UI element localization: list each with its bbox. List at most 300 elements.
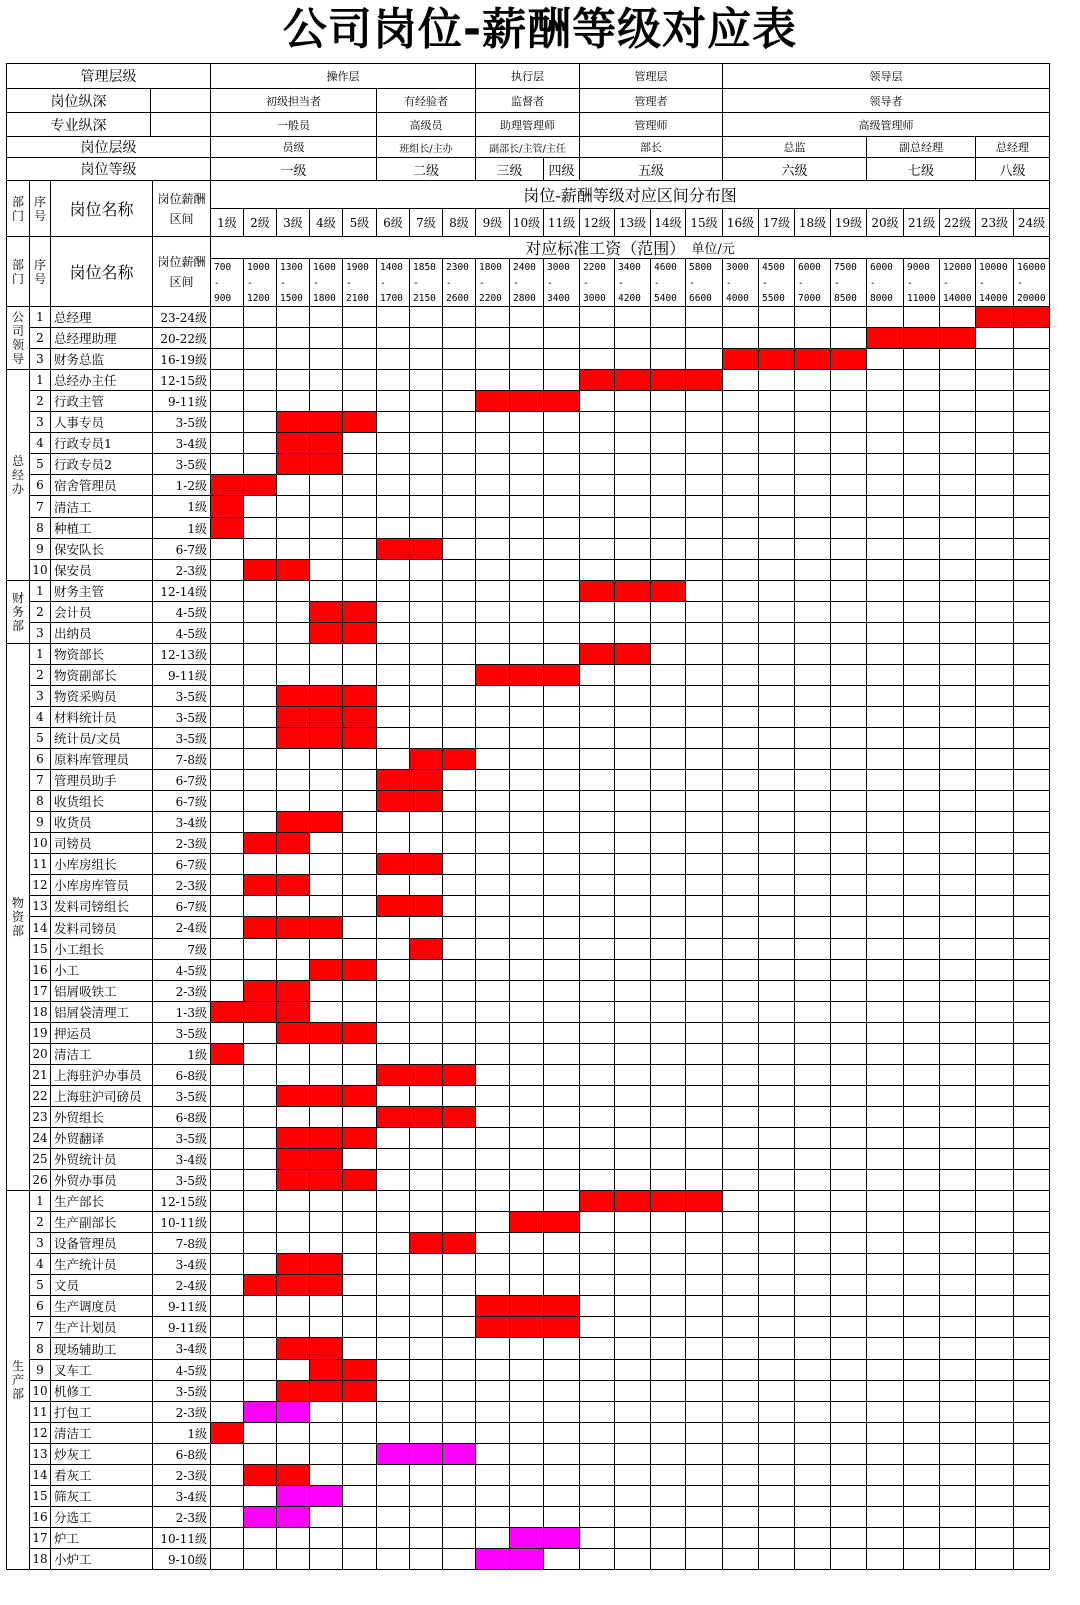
grade-cell <box>210 811 244 833</box>
grade-cell <box>309 874 343 896</box>
grade-cell <box>614 1548 651 1570</box>
grade-fill-cell <box>243 874 277 896</box>
grade-cell <box>614 1316 651 1338</box>
wage-range-cell <box>376 258 410 307</box>
grade-cell <box>442 1380 476 1402</box>
grade-cell <box>866 622 904 644</box>
wage-range-dash: - <box>798 277 804 289</box>
grade-cell <box>1013 1401 1050 1423</box>
grade-cell <box>758 664 795 686</box>
grade-fill-cell <box>376 1443 410 1465</box>
grade-cell <box>794 727 831 749</box>
grade-cell <box>342 1211 377 1233</box>
grade-cell <box>475 1064 510 1086</box>
grade-cell <box>650 601 686 623</box>
grade-cell <box>276 853 310 875</box>
salary-band: 3-4级 <box>152 1253 211 1275</box>
grade-cell <box>543 769 580 791</box>
grade-fill-cell <box>309 727 343 749</box>
grade-cell <box>475 517 510 539</box>
grade-cell <box>409 453 443 475</box>
grade-cell <box>442 811 476 833</box>
grade-cell <box>722 1464 759 1486</box>
grade-cell <box>650 390 686 412</box>
grade-cell <box>758 601 795 623</box>
grade-cell <box>276 1064 310 1086</box>
grade-cell <box>722 1106 759 1128</box>
grade-cell <box>1013 1337 1050 1360</box>
grade-cell <box>830 1148 867 1170</box>
grade-cell <box>475 874 510 896</box>
grade-cell <box>1013 1190 1050 1212</box>
grade-cell <box>722 1380 759 1402</box>
grade-cell <box>650 832 686 854</box>
grade-cell <box>650 1527 686 1549</box>
grade-cell <box>614 832 651 854</box>
grade-cell <box>758 980 795 1002</box>
grade-cell <box>866 811 904 833</box>
position-name: 收货组长 <box>50 790 153 812</box>
wage-range-high: 4000 <box>726 293 749 304</box>
salary-band: 9-11级 <box>152 664 211 686</box>
grade-cell <box>579 685 615 707</box>
grade-cell <box>650 1127 686 1149</box>
grade-cell <box>509 1148 544 1170</box>
wage-range-dash: - <box>618 277 624 289</box>
grade-cell <box>758 1169 795 1191</box>
grade-cell <box>975 853 1014 875</box>
wage-range-cell <box>342 258 377 307</box>
grade-fill-cell <box>376 853 410 875</box>
grade-cell <box>650 1085 686 1107</box>
grade-cell <box>866 727 904 749</box>
grade-cell <box>722 622 759 644</box>
grade-cell <box>903 1274 940 1296</box>
grade-cell <box>939 1548 976 1570</box>
grade-cell <box>722 938 759 960</box>
grade-fill-cell <box>650 580 686 602</box>
grade-cell <box>210 1190 244 1212</box>
grade-cell <box>442 1401 476 1423</box>
grade-cell <box>866 1253 904 1275</box>
grade-cell <box>1013 1043 1050 1065</box>
grade-column-header: 12级 <box>579 208 615 237</box>
grade-fill-cell <box>309 1169 343 1191</box>
grade-cell <box>1013 832 1050 854</box>
wage-range-dash: - <box>380 277 386 289</box>
grade-fill-cell <box>276 1506 310 1528</box>
grade-cell <box>543 580 580 602</box>
salary-band: 2-3级 <box>152 1464 211 1486</box>
grade-cell <box>409 1001 443 1023</box>
grade-cell <box>794 432 831 454</box>
grade-cell <box>376 1337 410 1360</box>
grade-cell <box>309 327 343 349</box>
header-span-prof-depth: 高级员 <box>376 112 476 137</box>
grade-cell <box>210 1443 244 1465</box>
seq-cell: 7 <box>29 1316 51 1338</box>
grade-cell <box>376 643 410 665</box>
grade-cell <box>975 1022 1014 1044</box>
position-name: 押运员 <box>50 1022 153 1044</box>
grade-cell <box>543 306 580 328</box>
grade-cell <box>794 1443 831 1465</box>
grade-cell <box>939 580 976 602</box>
grade-cell <box>722 664 759 686</box>
wage-range-low: 1800 <box>479 262 502 273</box>
grade-cell <box>722 306 759 328</box>
grade-fill-cell <box>309 1022 343 1044</box>
grade-cell <box>409 369 443 391</box>
grade-cell <box>758 1337 795 1360</box>
grade-cell <box>475 1485 510 1507</box>
grade-cell <box>309 664 343 686</box>
grade-cell <box>758 811 795 833</box>
grade-cell <box>509 306 544 328</box>
grade-cell <box>509 369 544 391</box>
grade-cell <box>543 895 580 917</box>
wage-range-low: 10000 <box>979 262 1008 273</box>
grade-cell <box>830 853 867 875</box>
grade-cell <box>409 495 443 518</box>
grade-cell <box>758 938 795 960</box>
grade-cell <box>475 938 510 960</box>
grade-cell <box>309 1316 343 1338</box>
grade-cell <box>1013 327 1050 349</box>
grade-cell <box>794 790 831 812</box>
grade-cell <box>903 664 940 686</box>
grade-cell <box>276 474 310 496</box>
grade-fill-cell <box>276 1127 310 1149</box>
grade-cell <box>975 664 1014 686</box>
salary-band: 4-5级 <box>152 601 211 623</box>
grade-cell <box>685 1316 723 1338</box>
grade-cell <box>722 1169 759 1191</box>
grade-cell <box>243 1380 277 1402</box>
grade-cell <box>409 1485 443 1507</box>
grade-cell <box>903 622 940 644</box>
grade-fill-cell <box>276 1274 310 1296</box>
grade-cell <box>509 622 544 644</box>
grade-cell <box>722 769 759 791</box>
grade-cell <box>409 1253 443 1275</box>
grade-cell <box>342 811 377 833</box>
grade-column-header: 18级 <box>794 208 831 237</box>
header-span-post-depth: 管理者 <box>579 88 723 113</box>
grade-cell <box>685 1506 723 1528</box>
grade-cell <box>685 1085 723 1107</box>
grade-cell <box>722 538 759 560</box>
grade-cell <box>442 1253 476 1275</box>
grade-cell <box>543 853 580 875</box>
grade-cell <box>276 643 310 665</box>
grade-cell <box>866 453 904 475</box>
salary-band: 4-5级 <box>152 1359 211 1381</box>
seq-cell: 20 <box>29 1043 51 1065</box>
grade-cell <box>866 1274 904 1296</box>
grade-fill-cell <box>243 559 277 581</box>
salary-band: 6-7级 <box>152 895 211 917</box>
seq-cell: 5 <box>29 1274 51 1296</box>
grade-cell <box>276 1316 310 1338</box>
grade-cell <box>614 1064 651 1086</box>
grade-cell <box>543 727 580 749</box>
grade-cell <box>579 306 615 328</box>
grade-fill-cell <box>276 411 310 433</box>
grade-cell <box>210 1359 244 1381</box>
grade-cell <box>342 643 377 665</box>
seq-cell: 14 <box>29 1464 51 1486</box>
grade-cell <box>243 790 277 812</box>
seq-cell: 2 <box>29 664 51 686</box>
grade-cell <box>475 1401 510 1423</box>
salary-band: 3-5级 <box>152 685 211 707</box>
grade-cell <box>309 748 343 770</box>
grade-cell <box>939 1043 976 1065</box>
grade-cell <box>243 811 277 833</box>
seq-cell: 3 <box>29 1232 51 1254</box>
grade-cell <box>722 1232 759 1254</box>
wage-range-dash: - <box>654 277 660 289</box>
grade-cell <box>376 559 410 581</box>
grade-cell <box>685 1106 723 1128</box>
grade-cell <box>722 685 759 707</box>
grade-column-header: 2级 <box>243 208 277 237</box>
seq-cell: 10 <box>29 1380 51 1402</box>
grade-cell <box>442 1422 476 1444</box>
header-span-prof-depth: 一般员 <box>210 112 377 137</box>
wage-range-dash: - <box>583 277 589 289</box>
grade-cell <box>543 959 580 981</box>
grade-cell <box>376 390 410 412</box>
grade-cell <box>722 474 759 496</box>
grade-cell <box>475 327 510 349</box>
grade-cell <box>866 495 904 518</box>
grade-cell <box>866 306 904 328</box>
grade-fill-cell <box>509 664 544 686</box>
grade-cell <box>210 664 244 686</box>
position-name: 设备管理员 <box>50 1232 153 1254</box>
grade-cell <box>685 727 723 749</box>
salary-band: 3-4级 <box>152 1337 211 1360</box>
wage-range-dash: - <box>943 277 949 289</box>
grade-fill-cell <box>342 1127 377 1149</box>
position-name: 出纳员 <box>50 622 153 644</box>
grade-cell <box>579 1274 615 1296</box>
seq-cell: 8 <box>29 1337 51 1360</box>
grade-cell <box>794 1485 831 1507</box>
header-span-post-tier: 员级 <box>210 136 377 158</box>
grade-cell <box>276 348 310 370</box>
salary-band: 1级 <box>152 495 211 518</box>
grade-cell <box>866 1443 904 1465</box>
wage-range-cell <box>975 258 1014 307</box>
wage-range-dash: - <box>1017 277 1023 289</box>
grade-cell <box>975 727 1014 749</box>
grade-cell <box>210 1527 244 1549</box>
grade-cell <box>794 980 831 1002</box>
grade-cell <box>975 938 1014 960</box>
grade-cell <box>243 1232 277 1254</box>
grade-fill-cell <box>543 1527 580 1549</box>
grade-cell <box>975 369 1014 391</box>
grade-cell <box>758 474 795 496</box>
wage-range-cell <box>309 258 343 307</box>
grade-cell <box>939 959 976 981</box>
grade-cell <box>243 853 277 875</box>
position-name: 分选工 <box>50 1506 153 1528</box>
grade-cell <box>442 874 476 896</box>
grade-cell <box>309 769 343 791</box>
grade-cell <box>342 1001 377 1023</box>
grade-cell <box>210 1064 244 1086</box>
grade-cell <box>243 1064 277 1086</box>
wage-range-low: 4600 <box>654 262 677 273</box>
grade-cell <box>210 874 244 896</box>
grade-cell <box>685 938 723 960</box>
grade-cell <box>685 1253 723 1275</box>
salary-band: 3-5级 <box>152 727 211 749</box>
grade-cell <box>1013 1527 1050 1549</box>
grade-cell <box>685 1443 723 1465</box>
grade-cell <box>309 1443 343 1465</box>
grade-fill-cell <box>650 1190 686 1212</box>
grade-cell <box>509 1274 544 1296</box>
grade-fill-cell <box>309 1274 343 1296</box>
wage-range-high: 1500 <box>280 293 303 304</box>
salary-band: 3-5级 <box>152 1169 211 1191</box>
grade-cell <box>830 559 867 581</box>
grade-cell <box>376 727 410 749</box>
grade-cell <box>442 959 476 981</box>
grade-cell <box>509 727 544 749</box>
grade-cell <box>903 727 940 749</box>
grade-cell <box>342 453 377 475</box>
grade-fill-cell <box>376 790 410 812</box>
grade-cell <box>650 1380 686 1402</box>
grade-fill-cell <box>579 369 615 391</box>
grade-cell <box>975 685 1014 707</box>
grade-cell <box>1013 916 1050 939</box>
grade-cell <box>342 916 377 939</box>
grade-cell <box>543 1548 580 1570</box>
grade-cell <box>509 348 544 370</box>
grade-cell <box>650 916 686 939</box>
grade-cell <box>579 832 615 854</box>
grade-cell <box>243 369 277 391</box>
grade-cell <box>939 369 976 391</box>
grade-fill-cell <box>276 874 310 896</box>
grade-cell <box>903 643 940 665</box>
grade-cell <box>758 874 795 896</box>
grade-cell <box>342 1527 377 1549</box>
grade-cell <box>309 474 343 496</box>
grade-cell <box>975 874 1014 896</box>
grade-cell <box>475 1337 510 1360</box>
grade-cell <box>409 1295 443 1317</box>
grade-cell <box>903 453 940 475</box>
grade-cell <box>509 453 544 475</box>
grade-fill-cell <box>409 938 443 960</box>
grade-cell <box>276 495 310 518</box>
grade-cell <box>543 1022 580 1044</box>
grade-cell <box>685 685 723 707</box>
grade-cell <box>650 727 686 749</box>
seq-cell: 12 <box>29 1422 51 1444</box>
grade-column-header: 1级 <box>210 208 244 237</box>
grade-cell <box>579 538 615 560</box>
grade-cell <box>614 959 651 981</box>
seq-cell: 10 <box>29 559 51 581</box>
department-label: 公司领导 <box>6 306 30 370</box>
position-name: 保安员 <box>50 559 153 581</box>
position-name: 打包工 <box>50 1401 153 1423</box>
wage-range-high: 8000 <box>870 293 893 304</box>
grade-cell <box>794 1253 831 1275</box>
grade-cell <box>543 1127 580 1149</box>
header-span-post-depth: 有经验者 <box>376 88 476 113</box>
grade-cell <box>342 306 377 328</box>
grade-cell <box>830 874 867 896</box>
header-span-post-grade: 二级 <box>376 157 476 181</box>
grade-cell <box>442 369 476 391</box>
grade-cell <box>309 1506 343 1528</box>
grade-cell <box>939 432 976 454</box>
band-column-header: 岗位薪酬区间 <box>152 180 211 237</box>
grade-cell <box>1013 369 1050 391</box>
header-blank-cell <box>150 112 211 137</box>
grade-cell <box>409 706 443 728</box>
grade-cell <box>685 1001 723 1023</box>
grade-column-header: 22级 <box>939 208 976 237</box>
grade-cell <box>579 1506 615 1528</box>
seq-cell: 9 <box>29 1359 51 1381</box>
grade-column-header: 10级 <box>509 208 544 237</box>
wage-range-low: 16000 <box>1017 262 1046 273</box>
grade-cell <box>210 453 244 475</box>
salary-band: 9-11级 <box>152 390 211 412</box>
header-span-post-tier: 班组长/主办 <box>376 136 476 158</box>
position-name: 发料司镑组长 <box>50 895 153 917</box>
grade-cell <box>614 1043 651 1065</box>
grade-cell <box>794 853 831 875</box>
salary-band: 10-11级 <box>152 1211 211 1233</box>
grade-cell <box>409 643 443 665</box>
grade-cell <box>1013 1464 1050 1486</box>
seq-cell: 19 <box>29 1022 51 1044</box>
grade-cell <box>579 1443 615 1465</box>
salary-band: 12-15级 <box>152 1190 211 1212</box>
grade-cell <box>543 432 580 454</box>
grade-cell <box>758 1464 795 1486</box>
header-row-label: 岗位纵深 <box>6 88 151 113</box>
salary-band: 2-3级 <box>152 874 211 896</box>
grade-cell <box>543 348 580 370</box>
grade-column-header: 21级 <box>903 208 940 237</box>
grade-cell <box>509 790 544 812</box>
position-name: 管理员助手 <box>50 769 153 791</box>
grade-cell <box>975 1211 1014 1233</box>
grade-cell <box>758 1148 795 1170</box>
wage-range-high: 7000 <box>798 293 821 304</box>
grade-cell <box>342 1337 377 1360</box>
grade-cell <box>210 1401 244 1423</box>
seq-cell: 14 <box>29 916 51 939</box>
grade-cell <box>975 832 1014 854</box>
grade-cell <box>722 790 759 812</box>
grade-cell <box>475 1106 510 1128</box>
grade-cell <box>409 622 443 644</box>
